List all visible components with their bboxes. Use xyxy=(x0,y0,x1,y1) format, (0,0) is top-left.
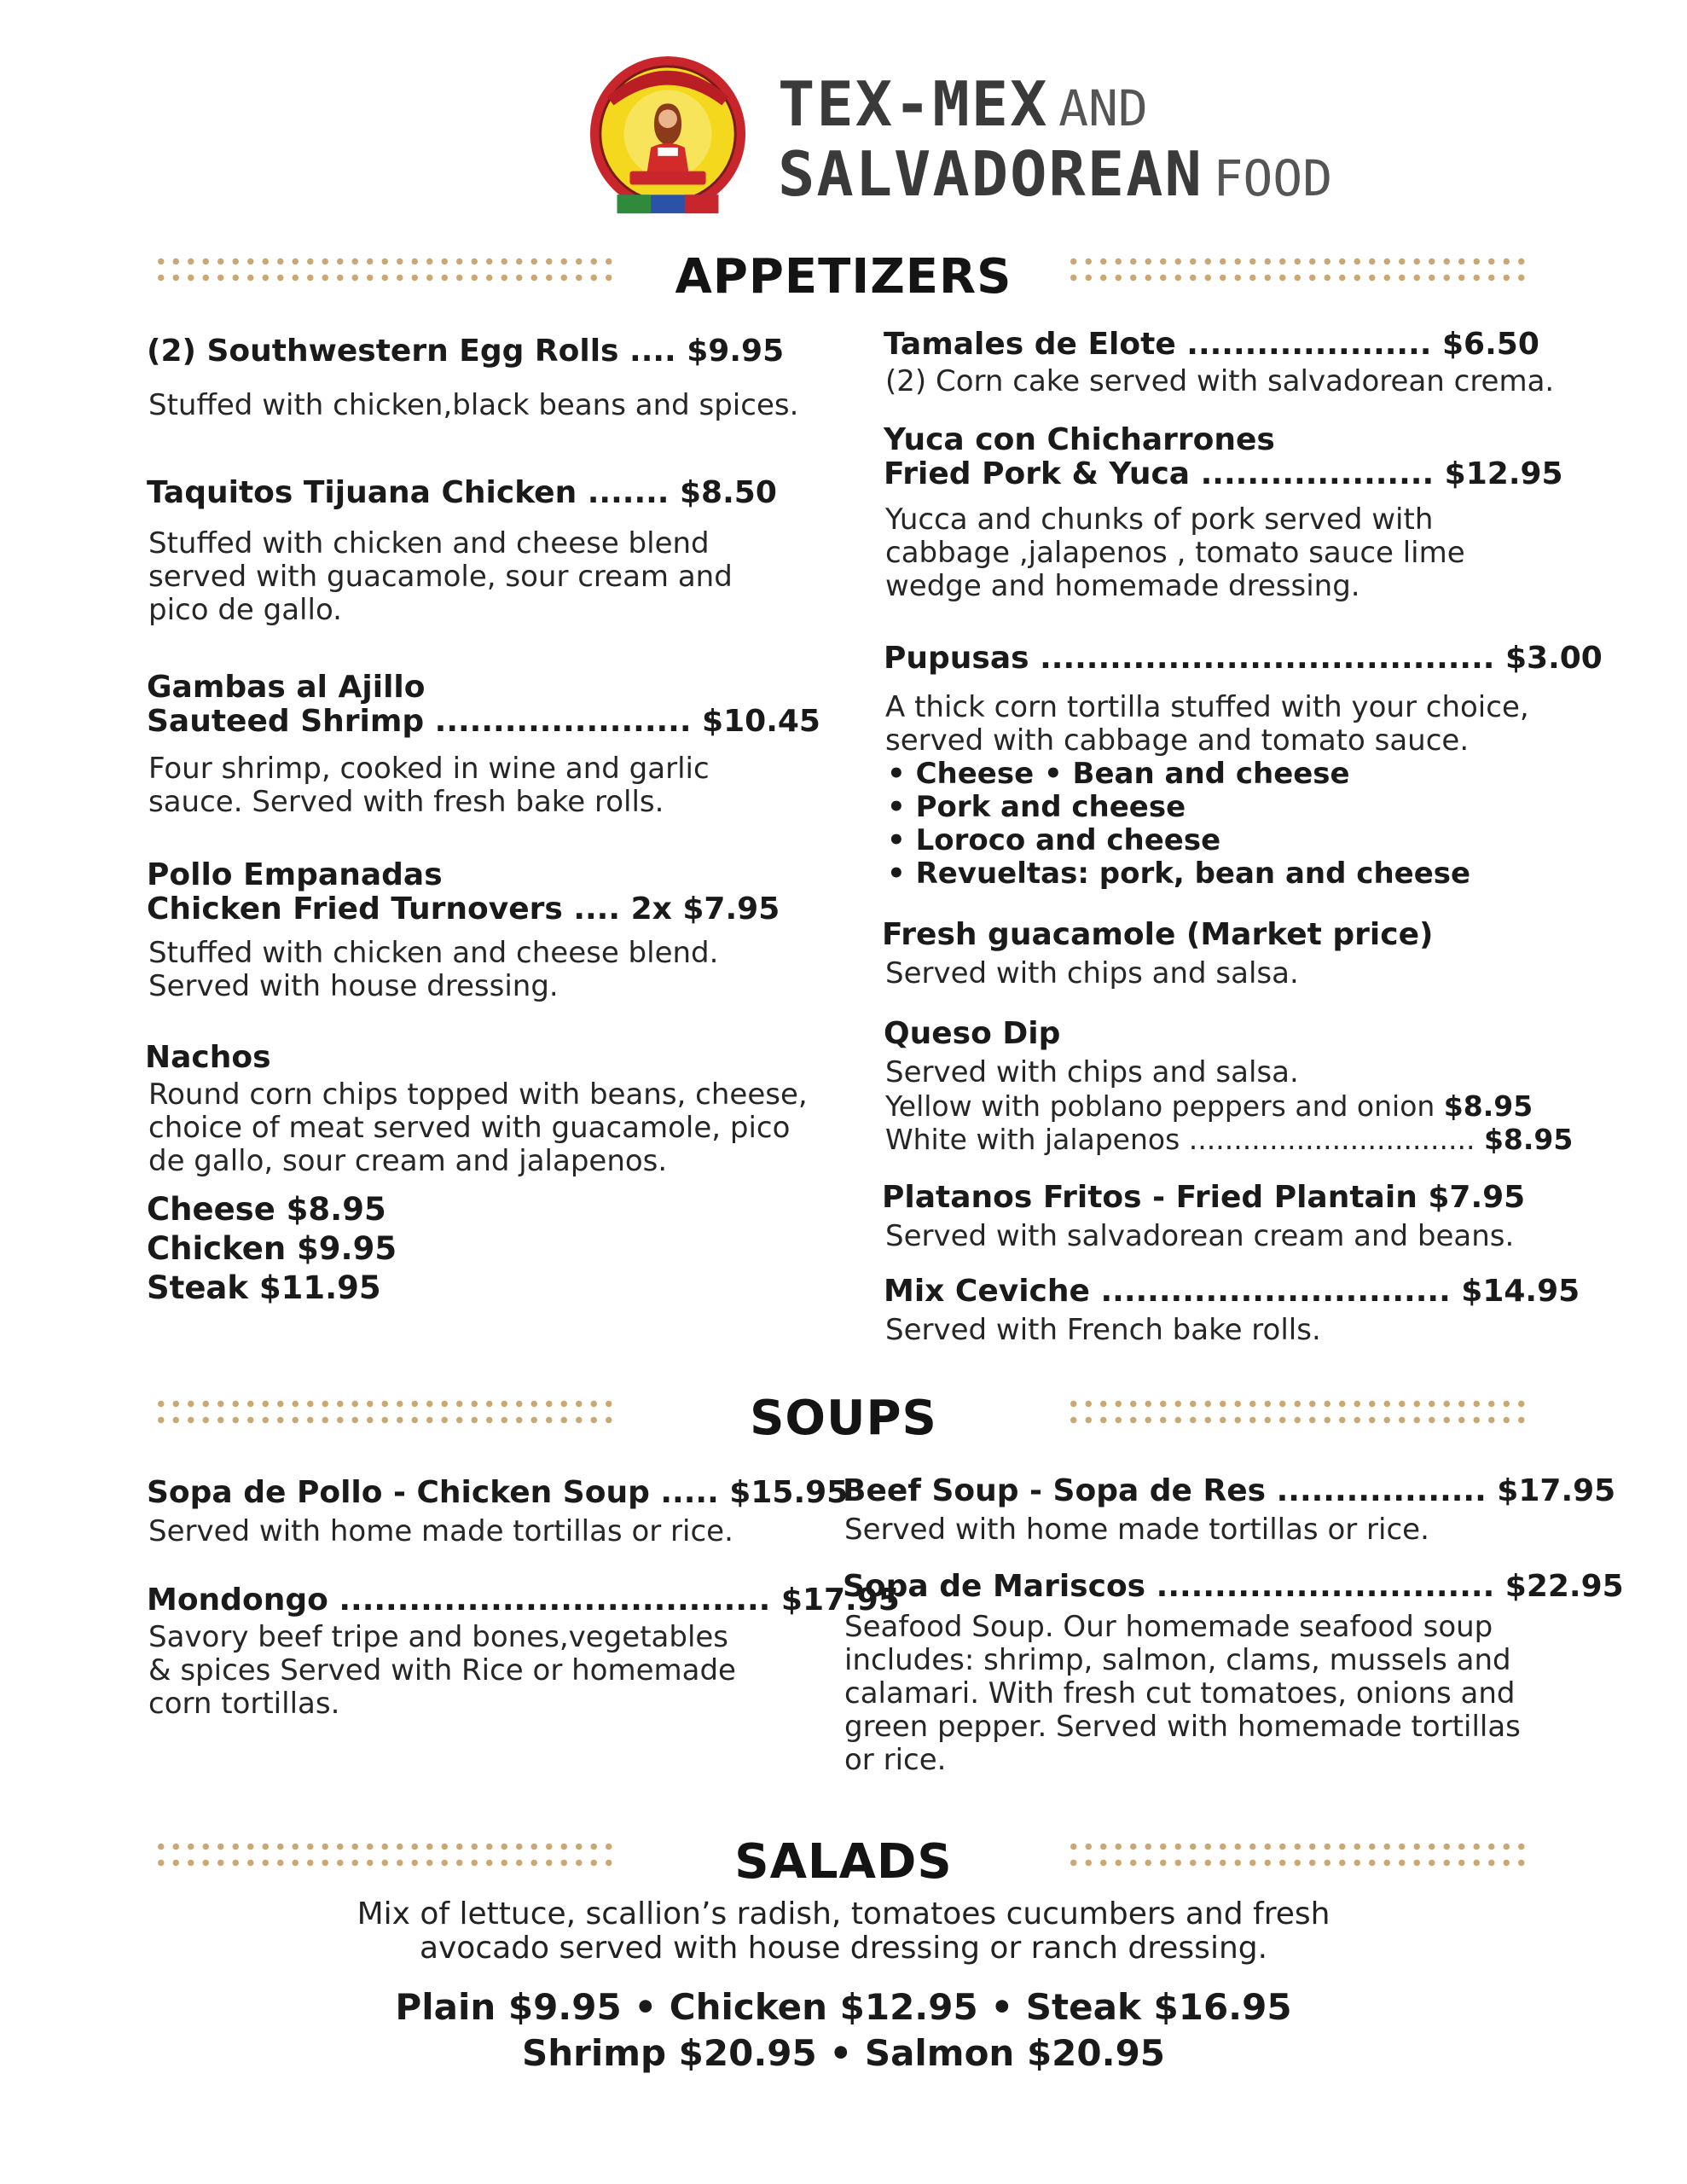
dotted-divider-right xyxy=(1066,253,1531,286)
tagline-line-2 xyxy=(778,138,1333,210)
item-title-empanadas: Pollo Empanadas xyxy=(147,857,443,892)
item-title-pupusas: Pupusas ....................................... $3.00 xyxy=(884,641,1603,676)
item-desc-taquitos: Stuffed with chicken and cheese blend served with guacamole, sour cream and pico de gallo. xyxy=(148,526,733,627)
item-subtitle-yuca: Fried Pork & Yuca .................... $12.95 xyxy=(884,456,1563,491)
section-title-soups: SOUPS xyxy=(750,1391,937,1446)
section-title-appetizers: APPETIZERS xyxy=(675,249,1012,305)
la-campesina-logo xyxy=(583,53,752,222)
queso-white-price: $8.95 xyxy=(1483,1123,1574,1156)
tagline-and: AND xyxy=(1058,79,1148,137)
tagline-food: FOOD xyxy=(1213,149,1333,207)
nachos-option-cheese: Cheese $8.95 xyxy=(147,1191,386,1228)
item-desc-guacamole: Served with chips and salsa. xyxy=(885,956,1299,990)
item-desc-ceviche: Served with French bake rolls. xyxy=(885,1313,1321,1347)
item-desc-nachos: Round corn chips topped with beans, cheese, choice of meat served with guacamole, pico de gallo, sour cream and jalapenos. xyxy=(148,1077,808,1178)
item-subtitle-gambas: Sauteed Shrimp ...................... $10.45 xyxy=(147,704,820,739)
item-title-platanos: Platanos Fritos - Fried Plantain $7.95 xyxy=(882,1180,1526,1215)
dotted-divider-right xyxy=(1066,1838,1531,1871)
item-desc-mariscos: Seafood Soup. Our homemade seafood soup includes: shrimp, salmon, clams, mussels and calamari. With fresh cut tomatoes, onions and green pepper. Served with homemade tortillas or rice. xyxy=(844,1610,1521,1777)
item-title-beef-soup: Beef Soup - Sopa de Res .................. $17.95 xyxy=(843,1473,1616,1508)
item-desc-tamales: (2) Corn cake served with salvadorean crema. xyxy=(885,364,1555,398)
nachos-option-chicken: Chicken $9.95 xyxy=(147,1230,397,1267)
item-title-ceviche: Mix Ceviche .............................. $14.95 xyxy=(884,1274,1580,1309)
item-desc-queso-dip: Served with chips and salsa. xyxy=(885,1055,1299,1089)
item-desc-yuca: Yucca and chunks of pork served with cabbage ,jalapenos , tomato sauce lime wedge and homemade dressing. xyxy=(885,502,1465,603)
queso-white-text: White with jalapenos ................................ xyxy=(885,1123,1484,1156)
item-title-guacamole: Fresh guacamole (Market price) xyxy=(882,917,1434,952)
salads-prices: Plain $9.95 • Chicken $12.95 • Steak $16.95 Shrimp $20.95 • Salmon $20.95 xyxy=(395,1986,1292,2074)
queso-white-line xyxy=(885,1123,1573,1156)
item-desc-empanadas: Stuffed with chicken and cheese blend. Served with house dressing. xyxy=(148,936,719,1003)
item-desc-egg-rolls: Stuffed with chicken,black beans and spices. xyxy=(148,388,799,422)
item-desc-mondongo: Savory beef tripe and bones,vegetables & spices Served with Rice or homemade corn tortillas. xyxy=(148,1620,736,1721)
item-title-yuca: Yuca con Chicharrones xyxy=(884,422,1275,457)
item-desc-pupusas: A thick corn tortilla stuffed with your choice, served with cabbage and tomato sauce. xyxy=(885,690,1529,758)
salads-desc: Mix of lettuce, scallion’s radish, tomatoes cucumbers and fresh avocado served with house dressing or ranch dressing. xyxy=(357,1896,1330,1966)
item-title-tamales: Tamales de Elote ..................... $6.50 xyxy=(884,327,1539,362)
item-subtitle-empanadas: Chicken Fried Turnovers .... 2x $7.95 xyxy=(147,892,780,926)
item-title-mariscos: Sopa de Mariscos ............................. $22.95 xyxy=(843,1569,1624,1604)
dotted-divider-right xyxy=(1066,1396,1531,1428)
tagline-texmex: TEX-MEX xyxy=(778,68,1049,140)
queso-yellow-text: Yellow with poblano peppers and onion xyxy=(885,1089,1444,1123)
nachos-option-steak: Steak $11.95 xyxy=(147,1269,381,1306)
item-desc-sopa-pollo: Served with home made tortillas or rice. xyxy=(148,1514,733,1548)
tagline-line-1 xyxy=(778,68,1255,140)
item-title-nachos: Nachos xyxy=(145,1040,271,1075)
tagline-salvadorean: SALVADOREAN xyxy=(778,138,1203,210)
item-title-gambas: Gambas al Ajillo xyxy=(147,670,426,705)
pupusas-options-list: • Cheese • Bean and cheese • Pork and cheese • Loroco and cheese • Revueltas: pork, bean and cheese xyxy=(887,757,1471,891)
item-desc-platanos: Served with salvadorean cream and beans. xyxy=(885,1219,1515,1253)
section-title-salads: SALADS xyxy=(734,1834,953,1890)
item-title-sopa-pollo: Sopa de Pollo - Chicken Soup ..... $15.95 xyxy=(147,1475,849,1510)
item-desc-beef-soup: Served with home made tortillas or rice. xyxy=(844,1513,1429,1547)
item-title-queso-dip: Queso Dip xyxy=(884,1016,1061,1051)
item-title-egg-rolls: (2) Southwestern Egg Rolls .... $9.95 xyxy=(147,334,785,369)
queso-yellow-line xyxy=(885,1089,1533,1123)
item-title-mondongo: Mondongo ..................................... $17.95 xyxy=(147,1583,900,1618)
item-title-taquitos: Taquitos Tijuana Chicken ....... $8.50 xyxy=(147,475,777,510)
queso-yellow-price: $8.95 xyxy=(1443,1089,1533,1123)
item-desc-gambas: Four shrimp, cooked in wine and garlic sauce. Served with fresh bake rolls. xyxy=(148,752,710,819)
